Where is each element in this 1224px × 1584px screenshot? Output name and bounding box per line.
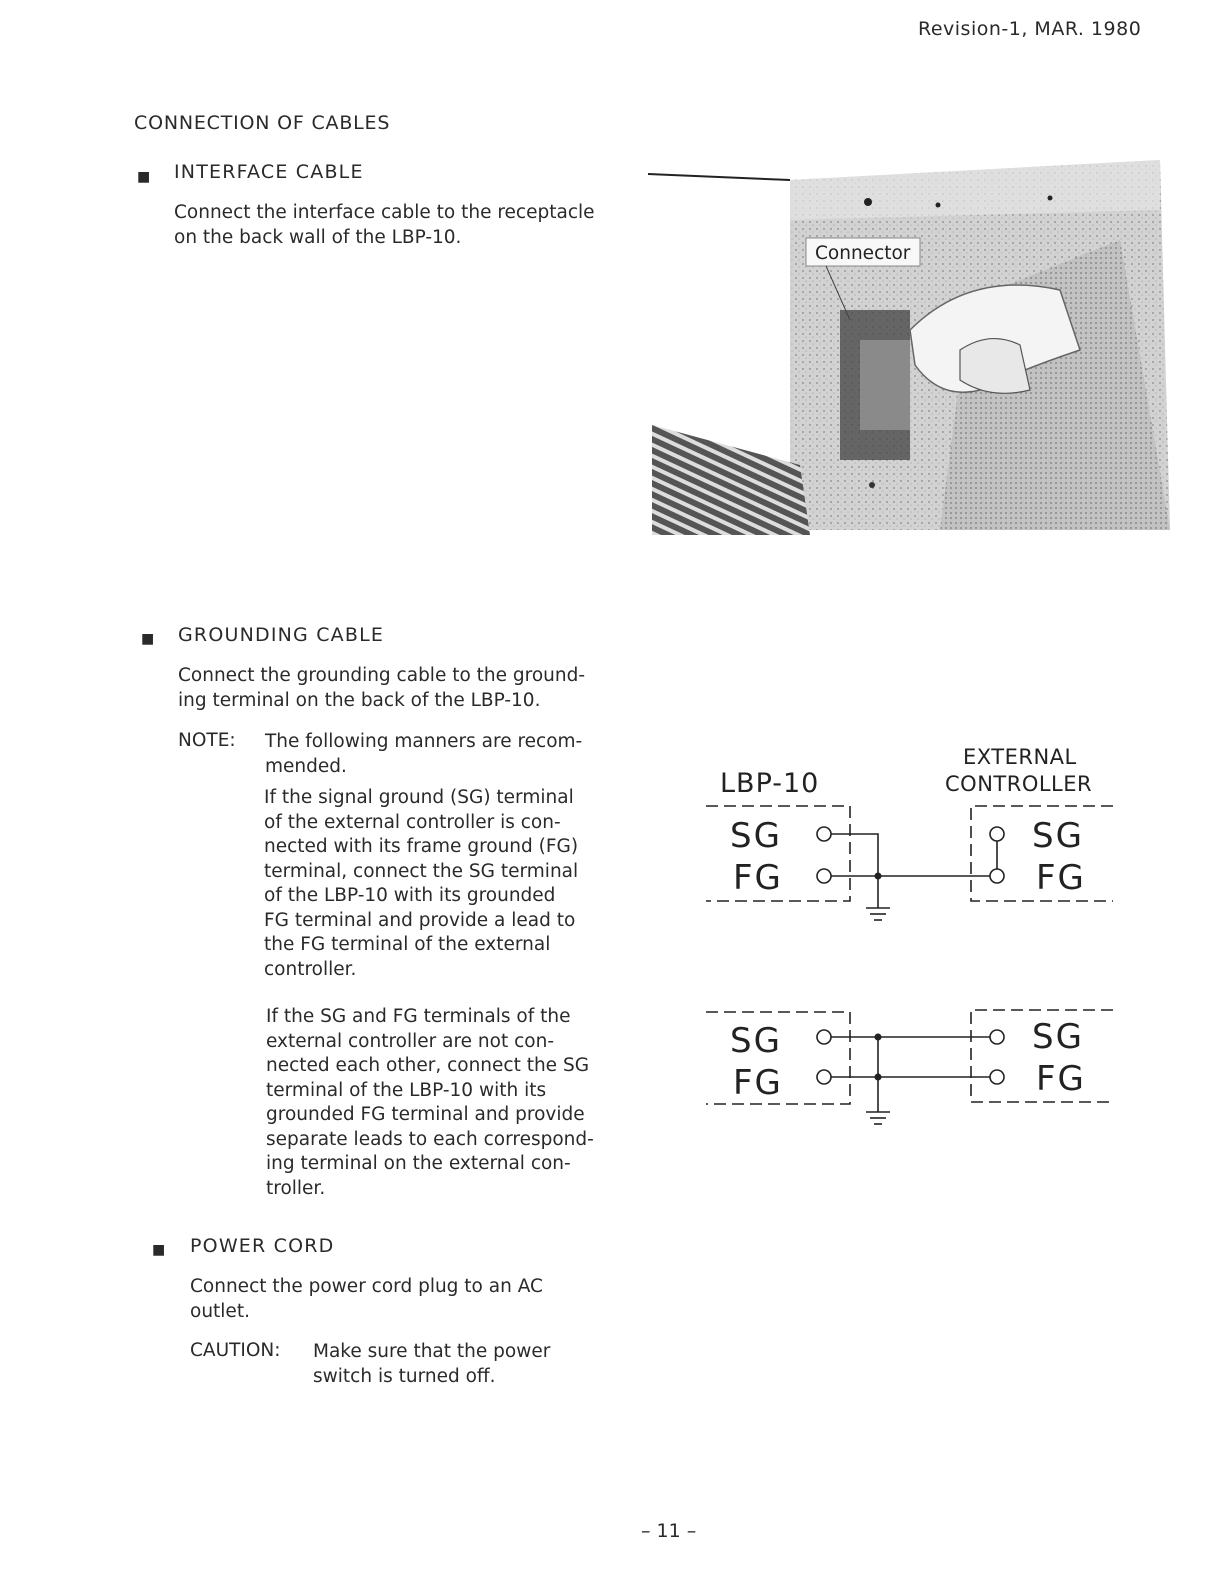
caution-text — [313, 1340, 619, 1389]
note-para2-line: terminal of the LBP-10 with its — [266, 1079, 547, 1101]
grounding-diagram-2 — [700, 1000, 1120, 1140]
ext-fg-label: FG — [1036, 858, 1086, 898]
note-para1-line: terminal, connect the SG terminal — [264, 860, 579, 882]
external-label: EXTERNAL — [963, 745, 1077, 769]
interface-line: Connect the interface cable to the receptacle — [174, 202, 595, 223]
interface-text — [174, 201, 614, 250]
lbp-sg-label: SG — [730, 816, 782, 856]
grounding-line: Connect the grounding cable to the ground- — [178, 665, 586, 686]
ext-sg-terminal — [990, 827, 1004, 841]
grounding-text — [178, 664, 608, 713]
power-line: Connect the power cord plug to an AC — [190, 1276, 543, 1297]
grounding-diagram-1 — [700, 736, 1120, 936]
ext-sg-terminal — [990, 1030, 1004, 1044]
lbp-fg-terminal — [817, 869, 831, 883]
note-para1-line: nected with its frame ground (FG) — [264, 836, 579, 857]
note-paragraph-2 — [266, 1005, 609, 1201]
power-heading: POWER CORD — [190, 1235, 335, 1257]
ext-sg-label: SG — [1032, 816, 1084, 856]
ext-sg-label: SG — [1032, 1017, 1084, 1057]
lbp-fg-label: FG — [733, 1063, 783, 1103]
bullet-icon: ■ — [141, 631, 155, 647]
interface-heading: INTERFACE CABLE — [174, 161, 364, 183]
bullet-icon: ■ — [152, 1242, 166, 1258]
note-para1-line: FG terminal and provide a lead to — [264, 909, 576, 931]
power-text — [190, 1275, 620, 1324]
lbp-sg-terminal — [817, 827, 831, 841]
note-para1-line: controller. — [264, 958, 357, 980]
ext-fg-terminal — [990, 869, 1004, 883]
note-para2-line: If the SG and FG terminals of the — [266, 1006, 571, 1027]
lbp-fg-label: FG — [733, 858, 783, 898]
grounding-line: ing terminal on the back of the LBP-10. — [178, 689, 541, 711]
lbp-sg-label: SG — [730, 1021, 782, 1061]
lbp-label: LBP-10 — [720, 768, 820, 799]
note-line: The following manners are recom- — [265, 731, 583, 752]
ext-fg-terminal — [990, 1070, 1004, 1084]
bullet-icon: ■ — [137, 169, 151, 185]
note-para1-line: of the external controller is con- — [264, 811, 561, 833]
note-line: mended. — [265, 755, 347, 777]
note-label: NOTE: — [178, 730, 236, 751]
interface-line: on the back wall of the LBP-10. — [174, 226, 462, 248]
note-para1-line: of the LBP-10 with its grounded — [264, 885, 556, 906]
note-para2-line: external controller are not con- — [266, 1030, 555, 1052]
ext-fg-label: FG — [1036, 1059, 1086, 1099]
note-para2-line: grounded FG terminal and provide — [266, 1104, 585, 1125]
connector-photo — [640, 150, 1180, 540]
note-paragraph-1 — [264, 786, 608, 982]
lbp-sg-terminal — [817, 1030, 831, 1044]
note-para2-line: ing terminal on the external con- — [266, 1153, 571, 1174]
lbp-fg-terminal — [817, 1070, 831, 1084]
note-para1-line: If the signal ground (SG) terminal — [264, 787, 574, 808]
grounding-heading: GROUNDING CABLE — [178, 624, 385, 646]
page-number: – 11 – — [641, 1520, 697, 1542]
note-para1-line: the FG terminal of the external — [264, 934, 551, 955]
power-line: outlet. — [190, 1300, 250, 1322]
section-title: CONNECTION OF CABLES — [134, 112, 391, 134]
note-text — [265, 730, 608, 779]
note-para2-line: troller. — [266, 1177, 326, 1199]
caution-line: Make sure that the power — [313, 1341, 551, 1362]
revision-label: Revision-1, MAR. 1980 — [918, 18, 1142, 40]
note-para2-line: separate leads to each correspond- — [266, 1128, 594, 1150]
caution-line: switch is turned off. — [313, 1365, 496, 1387]
controller-label: CONTROLLER — [945, 772, 1093, 796]
photo-label-connector: Connector — [815, 243, 911, 264]
caution-label: CAUTION: — [190, 1340, 281, 1361]
note-para2-line: nected each other, connect the SG — [266, 1055, 590, 1076]
